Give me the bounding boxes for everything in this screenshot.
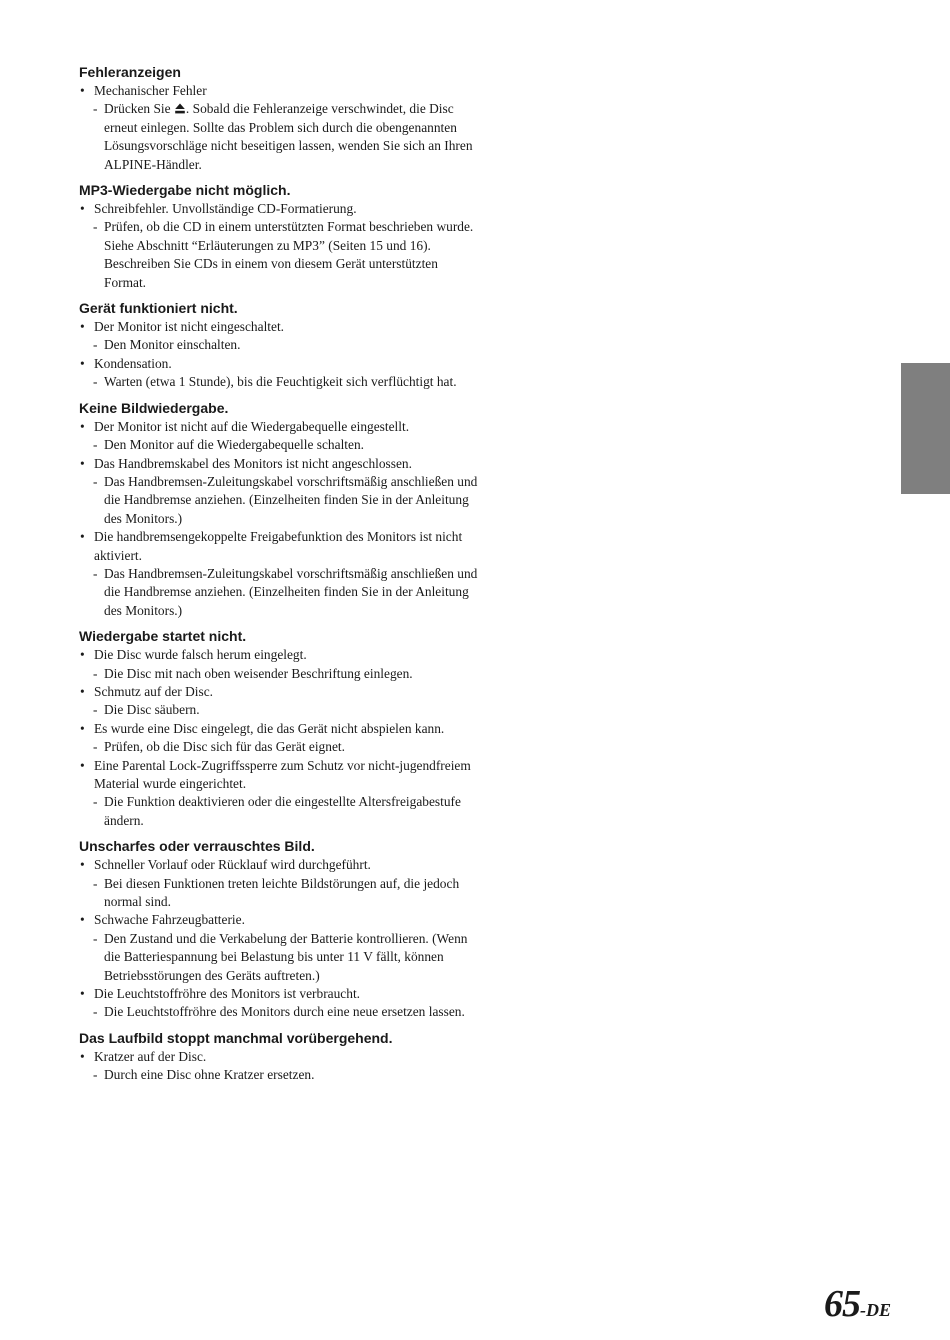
remedy-item: [79, 436, 479, 454]
remedy-text: Den Zustand und die Verkabelung der Batterie kontrollieren. (Wenn die Batteriespannung bei Belastung bis unter 11 V fällt, können Betriebsstörungen des Geräts auftreten.): [104, 930, 468, 983]
bullet-item: [79, 355, 479, 373]
remedy-text: Bei diesen Funktionen treten leichte Bildstörungen auf, die jedoch normal sind.: [104, 875, 460, 910]
bullet-dot: •: [80, 912, 85, 928]
bullet-text: Schwache Fahrzeugbatterie.: [94, 912, 245, 928]
bullet-text: Der Monitor ist nicht eingeschaltet.: [94, 319, 285, 335]
bullet-text: Die Leuchtstoffröhre des Monitors ist verbraucht.: [94, 986, 361, 1002]
remedy-text: Die Disc mit nach oben weisender Beschriftung einlegen.: [104, 665, 413, 681]
remedy-item: [79, 793, 479, 830]
section-title: Wiedergabe startet nicht.: [79, 628, 247, 645]
bullet-item: [79, 646, 479, 664]
remedy-text: Durch eine Disc ohne Kratzer ersetzen.: [104, 1067, 315, 1083]
bullet-dot: •: [80, 757, 85, 773]
bullet-item: [79, 318, 479, 336]
section-title: MP3-Wiedergabe nicht möglich.: [79, 182, 291, 199]
remedy-item: [79, 565, 479, 620]
remedy-dash: -: [93, 794, 98, 810]
remedy-dash: -: [93, 875, 98, 891]
troubleshooting-section: [79, 627, 479, 830]
page-number-suffix: -DE: [860, 1300, 891, 1320]
bullet-item: [79, 82, 479, 100]
bullet-dot: •: [80, 720, 85, 736]
bullet-item: [79, 757, 479, 794]
page-number: [824, 1282, 891, 1326]
bullet-item: [79, 856, 479, 874]
remedy-dash: -: [93, 473, 98, 489]
bullet-dot: •: [80, 201, 85, 217]
remedy-text: Das Handbremsen-Zuleitungskabel vorschriftsmäßig anschließen und die Handbremse anziehen. (Einzelheiten finden Sie in der Anleitung des Monitors.): [104, 565, 478, 618]
remedy-dash: -: [93, 739, 98, 755]
bullet-text: Es wurde eine Disc eingelegt, die das Gerät nicht abspielen kann.: [94, 720, 445, 736]
remedy-item: [79, 1066, 479, 1084]
bullet-item: [79, 911, 479, 929]
remedy-dash: -: [93, 702, 98, 718]
bullet-text: Kratzer auf der Disc.: [94, 1048, 207, 1064]
bullet-dot: •: [80, 986, 85, 1002]
bullet-item: [79, 455, 479, 473]
remedy-text-before: Drücken Sie: [104, 101, 174, 117]
remedy-text: Das Handbremsen-Zuleitungskabel vorschriftsmäßig anschließen und die Handbremse anziehen. (Einzelheiten finden Sie in der Anleitung des Monitors.): [104, 473, 478, 526]
remedy-item: [79, 473, 479, 528]
bullet-dot: •: [80, 857, 85, 873]
remedy-dash: -: [93, 565, 98, 581]
remedy-dash: -: [93, 219, 98, 235]
troubleshooting-section: [79, 63, 479, 174]
remedy-dash: -: [93, 1067, 98, 1083]
bullet-dot: •: [80, 529, 85, 545]
bullet-dot: •: [80, 319, 85, 335]
remedy-text: Prüfen, ob die CD in einem unterstützten Format beschrieben wurde. Siehe Abschnitt “Erläuterungen zu MP3” (Seiten 15 und 16). Beschreiben Sie CDs in einem von diesem Gerät unterstützten Format.: [104, 219, 474, 290]
section-title: Gerät funktioniert nicht.: [79, 300, 238, 317]
bullet-item: [79, 985, 479, 1003]
bullet-text: Der Monitor ist nicht auf die Wiedergabequelle eingestellt.: [94, 418, 410, 434]
troubleshooting-section: [79, 837, 479, 1022]
bullet-text: Mechanischer Fehler: [94, 83, 207, 98]
bullet-dot: •: [80, 647, 85, 663]
remedy-dash: -: [93, 374, 98, 390]
bullet-text: Schreibfehler. Unvollständige CD-Formatierung.: [94, 201, 357, 217]
bullet-dot: •: [80, 83, 85, 98]
troubleshooting-section: [79, 1029, 479, 1085]
remedy-item: [79, 100, 479, 174]
remedy-text: Die Disc säubern.: [104, 702, 200, 718]
bullet-dot: •: [80, 418, 85, 434]
remedy-text: Die Funktion deaktivieren oder die eingestellte Altersfreigabestufe ändern.: [104, 794, 461, 828]
troubleshooting-content: [79, 63, 479, 1092]
bullet-text: Schmutz auf der Disc.: [94, 683, 213, 699]
section-title: Keine Bildwiedergabe.: [79, 399, 229, 416]
section-title: Unscharfes oder verrauschtes Bild.: [79, 838, 315, 855]
section-tab-marker: [901, 363, 950, 494]
bullet-item: [79, 200, 479, 218]
bullet-text: Eine Parental Lock-Zugriffssperre zum Schutz vor nicht-jugendfreiem Material wurde eingerichtet.: [94, 757, 471, 791]
bullet-item: [79, 720, 479, 738]
remedy-text: Den Monitor auf die Wiedergabequelle schalten.: [104, 437, 364, 453]
remedy-item: [79, 930, 479, 985]
remedy-dash: -: [93, 437, 98, 453]
bullet-dot: •: [80, 455, 85, 471]
bullet-dot: •: [80, 355, 85, 371]
remedy-item: [79, 875, 479, 912]
remedy-dash: -: [93, 101, 98, 117]
troubleshooting-section: [79, 399, 479, 620]
bullet-dot: •: [80, 1048, 85, 1064]
remedy-item: [79, 701, 479, 719]
bullet-text: Das Handbremskabel des Monitors ist nicht angeschlossen.: [94, 455, 412, 471]
troubleshooting-section: [79, 299, 479, 392]
remedy-item: [79, 665, 479, 683]
bullet-text: Die Disc wurde falsch herum eingelegt.: [94, 647, 307, 663]
bullet-item: [79, 418, 479, 436]
remedy-text: Den Monitor einschalten.: [104, 337, 241, 353]
remedy-text: Die Leuchtstoffröhre des Monitors durch eine neue ersetzen lassen.: [104, 1004, 465, 1020]
troubleshooting-section: [79, 181, 479, 292]
remedy-item: [79, 1003, 479, 1021]
section-title: Das Laufbild stoppt manchmal vorübergehend.: [79, 1029, 393, 1046]
bullet-item: [79, 683, 479, 701]
remedy-item: [79, 218, 479, 292]
eject-icon: [175, 101, 185, 112]
remedy-dash: -: [93, 665, 98, 681]
remedy-text: Warten (etwa 1 Stunde), bis die Feuchtigkeit sich verflüchtigt hat.: [104, 374, 457, 390]
remedy-dash: -: [93, 930, 98, 946]
bullet-text: Die handbremsengekoppelte Freigabefunktion des Monitors ist nicht aktiviert.: [94, 529, 463, 563]
remedy-text: Prüfen, ob die Disc sich für das Gerät eignet.: [104, 739, 345, 755]
remedy-dash: -: [93, 337, 98, 353]
bullet-item: [79, 528, 479, 565]
remedy-text-after: . Sobald die Fehleranzeige verschwindet, die Disc erneut einlegen. Sollte das Problem sich durch die obengenannten Lösungsvorschläge nicht beseitigen lassen, wenden Sie sich an Ihren ALPINE-Händler.: [104, 101, 473, 172]
remedy-item: [79, 373, 479, 391]
bullet-dot: •: [80, 683, 85, 699]
bullet-text: Kondensation.: [94, 355, 172, 371]
bullet-text: Schneller Vorlauf oder Rücklauf wird durchgeführt.: [94, 857, 371, 873]
remedy-item: [79, 738, 479, 756]
section-title: Fehleranzeigen: [79, 64, 181, 80]
remedy-item: [79, 336, 479, 354]
page-number-value: 65: [824, 1283, 860, 1325]
bullet-item: [79, 1048, 479, 1066]
remedy-dash: -: [93, 1004, 98, 1020]
